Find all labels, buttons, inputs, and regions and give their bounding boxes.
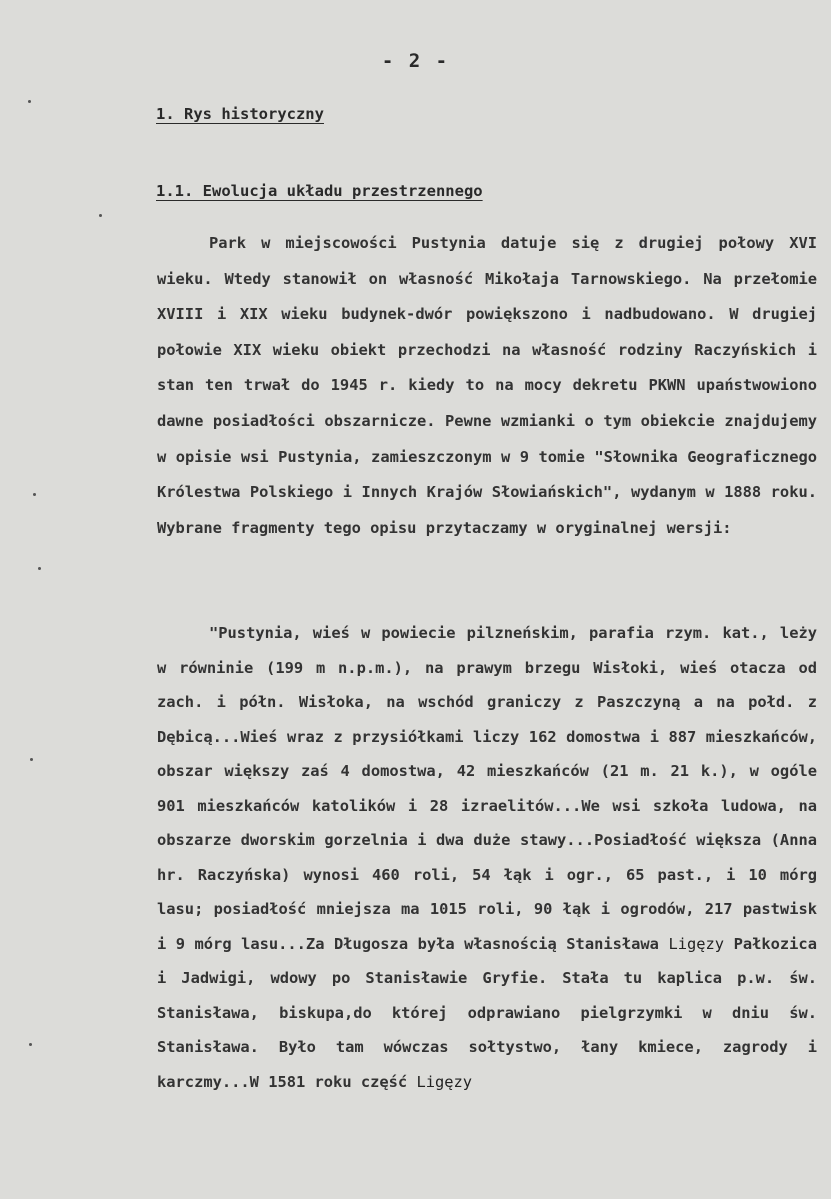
quote-text: "Pustynia, wieś w powiecie pilzneńskim, parafia rzym. kat., leży w równinie (199 m n.p.m.), na prawym brzegu Wisłoki, wieś otacza od zach. i półn. Wisłoka, na wschód graniczy z Paszczyną a na połd. z Dębicą...Wieś wraz z przysiółkami liczy 162 domostwa i 887 mieszkańców, obszar większy zaś 4 domostwa, 42 mieszkańców (21 m. 21 k.), w ogóle 901 mieszkańców katolików i 28 izraelitów...We wsi szkoła ludowa, na obszarze dworskim gorzelnia i dwa duże stawy...Posiadłość większa (Anna hr. Raczyńska) wynosi 460 roli, 54 łąk i ogr., 65 past., i 10 mórg lasu; posiadłość mniejsza ma 1015 roli, 90 łąk i ogrodów, 217 pastwisk i 9 mórg lasu...Za Długosza była własnością Stanisława <box>157 624 817 953</box>
intro-paragraph: Park w miejscowości Pustynia datuje się z drugiej połowy XVI wieku. Wtedy stanowił on własność Mikołaja Tarnowskiego. Na przełomie XVIII i XIX wieku budynek-dwór powiększono i nadbudowano. W drugiej połowie XIX wieku obiekt przechodzi na własność rodziny Raczyńskich i stan ten trwał do 1945 r. kiedy to na mocy dekretu PKWN upaństwowiono dawne posiadłości obszarnicze. Pewne wzmianki o tym obiekcie znajdujemy w opisie wsi Pustynia, zamieszczonym w 9 tomie "Słownika Geograficznego Królestwa Polskiego i Innych Krajów Słowiańskich", wydanym w 1888 roku. Wybrane fragmenty tego opisu przytaczamy w oryginalnej wersji: <box>157 234 817 537</box>
page-number: - 2 - <box>381 50 450 72</box>
scan-speck <box>33 493 36 496</box>
scan-speck <box>30 758 33 761</box>
section-heading: 1. Rys historyczny <box>156 105 324 123</box>
subsection-heading: 1.1. Ewolucja układu przestrzennego <box>156 182 483 200</box>
scan-speck <box>38 567 41 570</box>
quote-text: Pałkozica i Jadwigi, wdowy po Stanisławie Gryfie. Stała tu kaplica p.w. św. Stanisława, biskupa,do której odprawiano pielgrzymki w dniu św. Stanisława. Było tam wówczas sołtystwo, łany kmiece, zagrody i karczmy...W 1581 roku część <box>157 934 817 1091</box>
quotation-paragraph <box>157 616 817 1099</box>
scan-speck <box>29 1043 32 1046</box>
scan-speck <box>28 100 31 103</box>
inserted-word: Ligęzy <box>416 1072 473 1091</box>
inserted-word: Ligęzy <box>668 934 725 953</box>
scan-speck <box>99 214 102 217</box>
